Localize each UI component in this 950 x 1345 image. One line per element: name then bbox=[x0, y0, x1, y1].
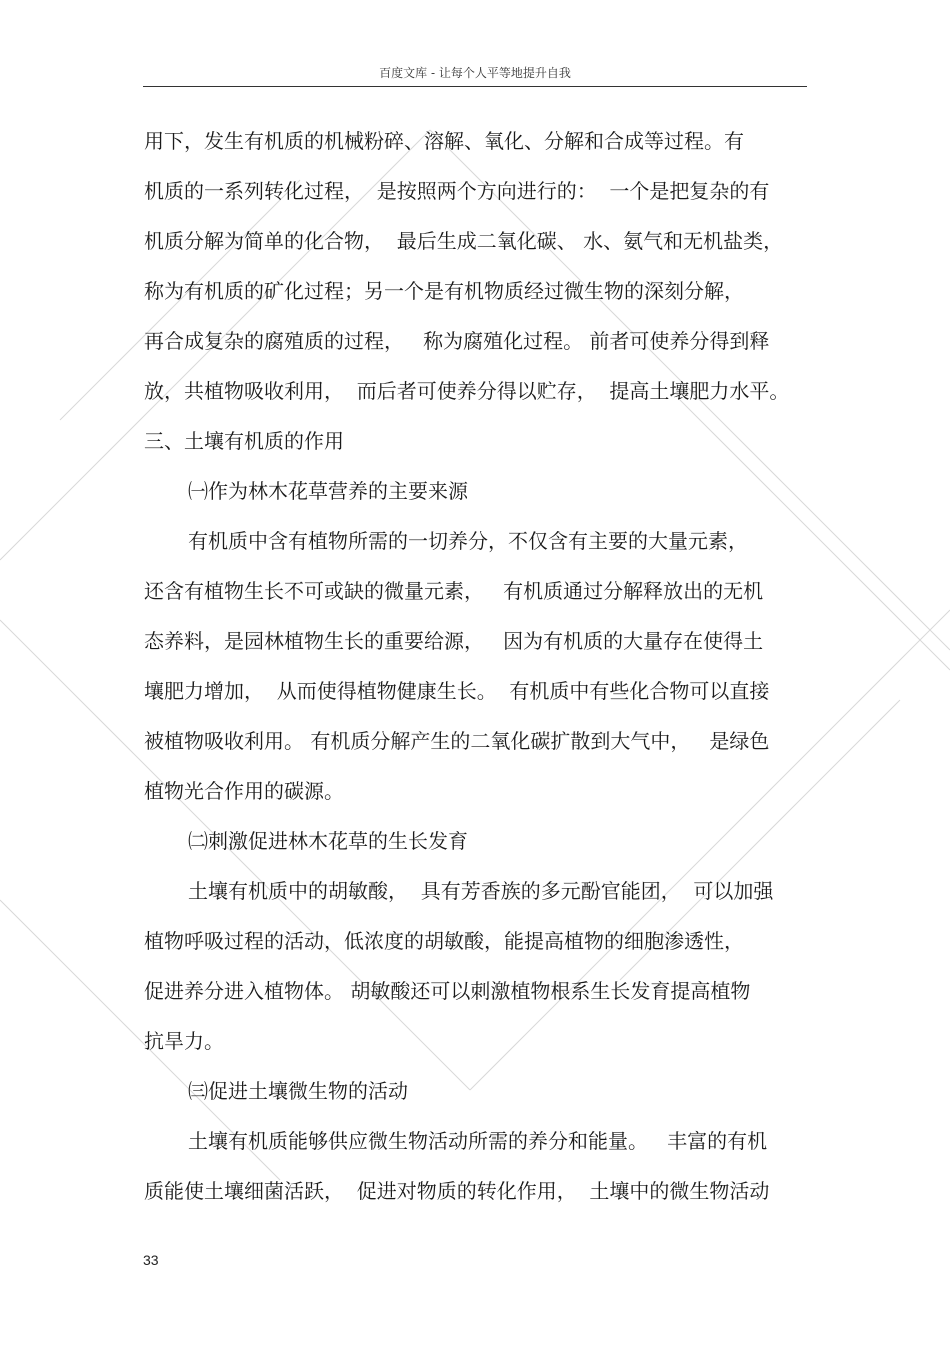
text-line-13: 被植物吸收利用。 有机质分解产生的二氧化碳扩散到大气中， 是绿色 bbox=[144, 729, 770, 753]
text-line-9: 有机质中含有植物所需的一切养分，不仅含有主要的大量元素， bbox=[188, 529, 748, 553]
text-line-19: 抗旱力。 bbox=[144, 1029, 224, 1053]
document-body bbox=[144, 116, 808, 1216]
header-text: 百度文库 - 让每个人平等地提升自我 bbox=[379, 66, 571, 80]
text-line-4: 称为有机质的矿化过程；另一个是有机物质经过微生物的深刻分解， bbox=[144, 279, 744, 303]
text-line-14: 植物光合作用的碳源。 bbox=[144, 779, 344, 803]
text-line-1: 用下，发生有机质的机械粉碎、溶解、氧化、分解和合成等过程。有 bbox=[144, 129, 744, 153]
text-line-3: 机质分解为简单的化合物， 最后生成二氧化碳、 水、氨气和无机盐类， bbox=[144, 229, 784, 253]
text-line-6: 放，共植物吸收利用， 而后者可使养分得以贮存， 提高土壤肥力水平。 bbox=[144, 379, 790, 403]
text-line-12: 壤肥力增加， 从而使得植物健康生长。 有机质中有些化合物可以直接 bbox=[144, 679, 770, 703]
text-line-5: 再合成复杂的腐殖质的过程， 称为腐殖化过程。 前者可使养分得到释 bbox=[144, 329, 770, 353]
text-line-18: 促进养分进入植物体。 胡敏酸还可以刺激植物根系生长发育提高植物 bbox=[144, 979, 751, 1003]
section-heading: 三、土壤有机质的作用 bbox=[144, 429, 344, 453]
text-line-10: 还含有植物生长不可或缺的微量元素， 有机质通过分解释放出的无机 bbox=[144, 579, 764, 603]
subsection-heading-1: ㈠作为林木花草营养的主要来源 bbox=[188, 479, 468, 503]
page-number: 33 bbox=[143, 1252, 159, 1268]
text-line-2: 机质的一系列转化过程， 是按照两个方向进行的： 一个是把复杂的有 bbox=[144, 179, 770, 203]
text-line-17: 植物呼吸过程的活动，低浓度的胡敏酸，能提高植物的细胞渗透性， bbox=[144, 929, 744, 953]
subsection-heading-3: ㈢促进土壤微生物的活动 bbox=[188, 1079, 408, 1103]
text-line-21: 土壤有机质能够供应微生物活动所需的养分和能量。 丰富的有机 bbox=[188, 1129, 768, 1153]
subsection-heading-2: ㈡刺激促进林木花草的生长发育 bbox=[188, 829, 468, 853]
page-header bbox=[143, 64, 807, 87]
text-line-11: 态养料，是园林植物生长的重要给源， 因为有机质的大量存在使得土 bbox=[144, 629, 764, 653]
text-line-16: 土壤有机质中的胡敏酸， 具有芳香族的多元酚官能团， 可以加强 bbox=[188, 879, 774, 903]
text-line-22: 质能使土壤细菌活跃， 促进对物质的转化作用， 土壤中的微生物活动 bbox=[144, 1179, 770, 1203]
